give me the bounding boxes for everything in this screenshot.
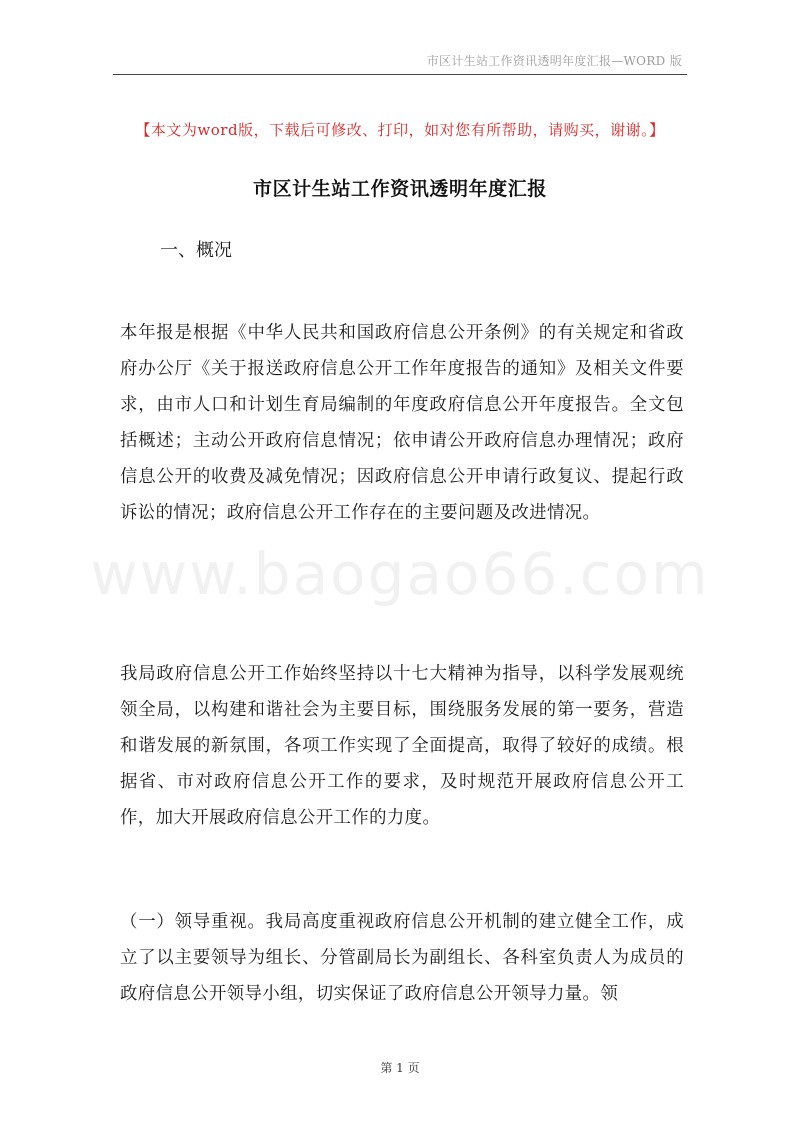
header-divider — [113, 74, 687, 75]
paragraph-guidance: 我局政府信息公开工作始终坚持以十七大精神为指导，以科学发展观统领全局，以构建和谐社会为主要目标，围绕服务发展的第一要务，营造和谐发展的新氛围，各项工作实现了全面提高，取得了较好的成绩。根据省、市对政府信息公开工作的要求，及时规范开展政府信息公开工作，加大开展政府信息公开工作的力度。 — [120, 664, 684, 828]
page-number: 第 1 页 — [380, 1061, 420, 1075]
running-header: 市区计生站工作资讯透明年度汇报—WORD 版 — [426, 54, 682, 68]
section-heading: 一、概况 — [160, 240, 232, 261]
paragraph-leadership: （一）领导重视。我局高度重视政府信息公开机制的建立健全工作，成立了以主要领导为组长、分管副局长为副组长、各科室负责人为成员的政府信息公开领导小组，切实保证了政府信息公开领导力量。领 — [120, 912, 684, 1004]
watermark: www.baogao66.com — [90, 540, 710, 608]
download-notice: 【本文为word版，下载后可修改、打印，如对您有所帮助，请购买，谢谢。】 — [135, 121, 665, 139]
document-title: 市区计生站工作资讯透明年度汇报 — [252, 178, 547, 200]
paragraph-overview: 本年报是根据《中华人民共和国政府信息公开条例》的有关规定和省政府办公厅《关于报送政府信息公开工作年度报告的通知》及相关文件要求，由市人口和计划生育局编制的年度政府信息公开年度报告。全文包括概述；主动公开政府信息情况；依申请公开政府信息办理情况；政府信息公开的收费及减免情况；因政府信息公开申请行政复议、提起行政诉讼的情况；政府信息公开工作存在的主要问题及改进情况。 — [120, 323, 684, 523]
